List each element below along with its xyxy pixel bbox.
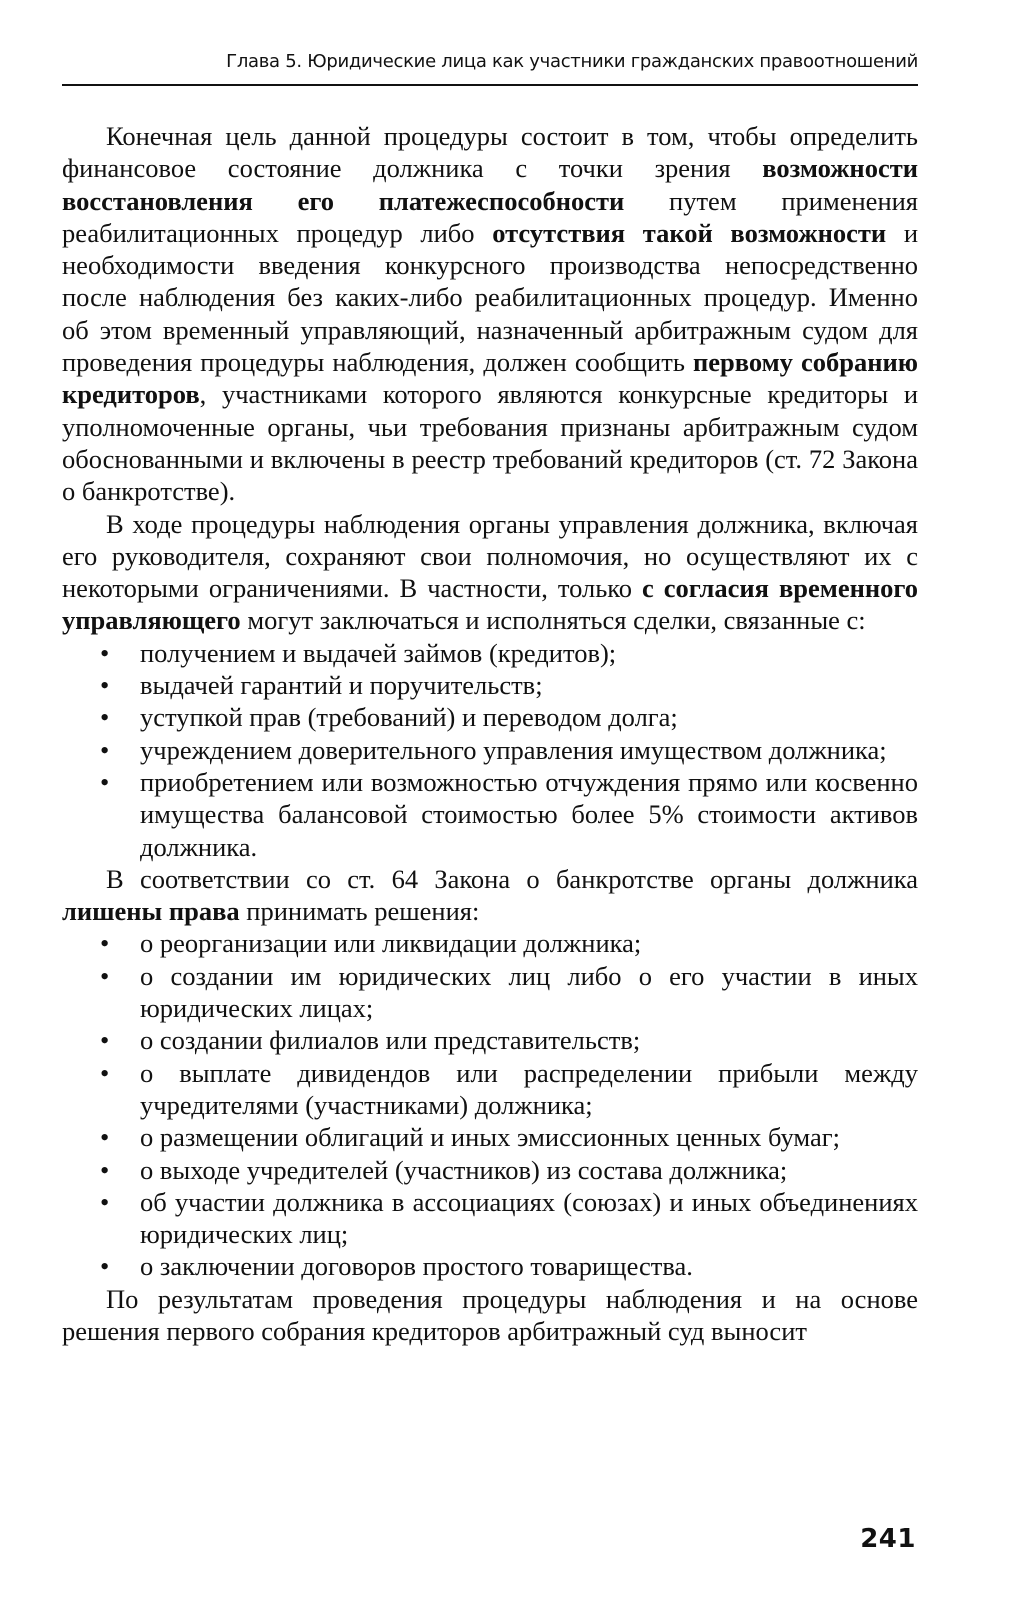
list-item-text: уступкой прав (требований) и переводом долга; xyxy=(140,702,678,733)
paragraph-results xyxy=(62,1283,918,1348)
bullet-icon: • xyxy=(100,766,110,797)
list-item xyxy=(62,701,918,733)
bullet-icon: • xyxy=(100,670,110,701)
list-item xyxy=(62,1057,918,1122)
bullet-icon: • xyxy=(100,1122,110,1153)
list-item-text: о выходе учредителей (участников) из состава должника; xyxy=(140,1154,788,1185)
text-run: , участниками которого являются конкурсные кредиторы и уполномоченные органы, чьи требования признаны арбитражным судом обоснованными и включены в реестр требований кредиторов (ст. 72 Закона о банкротстве). xyxy=(62,379,918,507)
bullet-icon: • xyxy=(100,928,110,959)
paragraph-restrictions xyxy=(62,863,918,928)
list-item xyxy=(62,734,918,766)
list-item-text: приобретением или возможностью отчуждения прямо или косвенно имущества балансовой стоимостью более 5% стоимости активов должника. xyxy=(140,766,918,862)
book-page xyxy=(62,50,918,1347)
list-item-text: учреждением доверительного управления имуществом должника; xyxy=(140,734,887,765)
text-run: Конечная цель данной процедуры состоит в том, чтобы определить финансовое состояние должника с точки зрения xyxy=(62,121,918,184)
bullet-icon: • xyxy=(100,734,110,765)
decisions-list xyxy=(62,927,918,1282)
transactions-list xyxy=(62,637,918,863)
list-item xyxy=(62,960,918,1025)
bullet-icon: • xyxy=(100,1057,110,1088)
list-item-text: о выплате дивидендов или распределении прибыли между учредителями (участниками) должника; xyxy=(140,1057,918,1120)
text-run: принимать решения: xyxy=(239,896,480,927)
list-item-text: выдачей гарантий и поручительств; xyxy=(140,670,543,701)
list-item-text: о размещении облигаций и иных эмиссионных ценных бумаг; xyxy=(140,1122,841,1153)
bullet-icon: • xyxy=(100,960,110,991)
list-item-text: об участии должника в ассоциациях (союзах) и иных объединениях юридических лиц; xyxy=(140,1186,918,1250)
text-run: и необходимости введения конкурсного производства непосредственно после наблюдения без каких-либо реабилитационных процедур. Именно об этом временный управляющий, назначенный арбитражным судом для проведения процедуры наблюдения, должен сообщить xyxy=(62,217,918,378)
bullet-icon: • xyxy=(100,1186,110,1217)
bullet-icon: • xyxy=(100,1251,110,1282)
emphasis-run: возможности восстановления его платежеспособности xyxy=(62,153,918,216)
bullet-icon: • xyxy=(100,1025,110,1056)
page-number: 241 xyxy=(860,1524,916,1554)
bullet-icon: • xyxy=(100,702,110,733)
bullet-icon: • xyxy=(100,637,110,668)
emphasis-run: первому собранию кредиторов xyxy=(62,347,919,410)
list-item-text: о создании филиалов или представительств; xyxy=(140,1025,641,1056)
list-item xyxy=(62,1121,918,1153)
list-item-text: получением и выдачей займов (кредитов); xyxy=(140,637,617,668)
list-item xyxy=(62,1186,918,1251)
list-item-text: о заключении договоров простого товарищества. xyxy=(140,1251,693,1282)
list-item xyxy=(62,766,918,863)
paragraph-observation xyxy=(62,508,918,637)
emphasis-run: отсутствия такой возможности xyxy=(492,217,887,248)
bullet-icon: • xyxy=(100,1154,110,1185)
paragraph-goal xyxy=(62,120,918,508)
list-item-text: о реорганизации или ликвидации должника; xyxy=(140,928,642,959)
list-item xyxy=(62,1250,918,1282)
list-item xyxy=(62,1154,918,1186)
body-text xyxy=(62,120,918,1347)
text-run: В соответствии со ст. 64 Закона о банкротстве органы должника xyxy=(106,863,918,894)
list-item xyxy=(62,1024,918,1056)
text-run: путем применения реабилитационных процедур либо xyxy=(62,185,918,248)
list-item xyxy=(62,637,918,669)
list-item xyxy=(62,927,918,959)
running-header: Глава 5. Юридические лица как участники гражданских правоотношений xyxy=(226,51,918,72)
list-item xyxy=(62,669,918,701)
emphasis-run: лишены права xyxy=(62,896,240,927)
text-run: В ходе процедуры наблюдения органы управления должника, включая его руководителя, сохраняют свои полномочия, но осуществляют их с некоторыми ограничениями. В частности, только xyxy=(62,508,918,604)
text-run: могут заключаться и исполняться сделки, связанные с: xyxy=(240,605,866,636)
list-item-text: о создании им юридических лиц либо о его участии в иных юридических лицах; xyxy=(140,960,918,1024)
emphasis-run: с согласия временного управляющего xyxy=(62,573,918,636)
header-divider xyxy=(62,84,918,86)
text-run: По результатам проведения процедуры наблюдения и на основе решения первого собрания кредиторов арбитражный суд выносит xyxy=(62,1283,918,1346)
